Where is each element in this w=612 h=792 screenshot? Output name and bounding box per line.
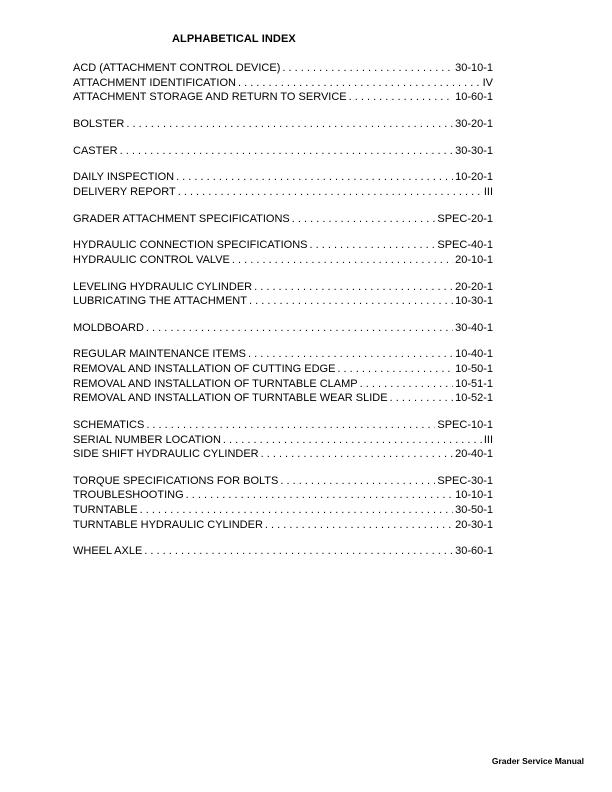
entry-label: ATTACHMENT STORAGE AND RETURN TO SERVICE (73, 91, 347, 104)
entry-label: BOLSTER (73, 117, 125, 130)
index-entry[interactable] (73, 488, 493, 503)
entry-label: LEVELING HYDRAULIC CYLINDER (73, 280, 253, 293)
index-entry[interactable] (73, 321, 493, 336)
index-entry[interactable] (73, 503, 493, 518)
entry-page-number: 10-60-1 (455, 91, 493, 104)
index-entry[interactable] (73, 347, 493, 362)
dot-leader (238, 76, 481, 91)
dot-leader (140, 503, 453, 518)
dot-leader (292, 212, 436, 227)
entry-page-number: III (483, 185, 493, 198)
entry-page-number: IV (482, 76, 493, 89)
entry-page-number: 10-40-1 (455, 348, 493, 361)
entry-label: WHEEL AXLE (73, 545, 143, 558)
entry-label: ATTACHMENT IDENTIFICATION (73, 76, 236, 89)
entry-page-number: 30-50-1 (455, 504, 493, 516)
entry-page-number: 10-52-1 (455, 392, 493, 405)
entry-label: SCHEMATICS (73, 418, 145, 431)
dot-leader (186, 488, 453, 503)
entry-page-number: III (483, 433, 493, 446)
dot-leader (232, 253, 453, 268)
index-entry[interactable] (73, 76, 493, 91)
entry-label: HYDRAULIC CONNECTION SPECIFICATIONS (73, 239, 308, 252)
entry-label: TURNTABLE (73, 504, 138, 516)
index-entry[interactable] (73, 185, 493, 200)
index-group (73, 117, 493, 132)
dot-leader (360, 377, 453, 392)
dot-leader (144, 544, 453, 559)
index-group (73, 238, 493, 267)
entry-label: GRADER ATTACHMENT SPECIFICATIONS (73, 212, 290, 225)
index-entry[interactable] (73, 238, 493, 253)
entry-label: TORQUE SPECIFICATIONS FOR BOLTS (73, 474, 279, 487)
index-group (73, 474, 493, 532)
entry-page-number: 10-30-1 (455, 295, 493, 308)
page-title: ALPHABETICAL INDEX (172, 33, 296, 45)
index-entry[interactable] (73, 170, 493, 185)
entry-page-number: 30-10-1 (455, 62, 493, 74)
entry-page-number: 20-10-1 (455, 253, 493, 266)
index-entry[interactable] (73, 212, 493, 227)
entry-label: CASTER (73, 144, 118, 157)
index-entry[interactable] (73, 280, 493, 295)
entry-page-number: 10-50-1 (455, 363, 493, 376)
index-entry[interactable] (73, 518, 493, 533)
index-group (73, 144, 493, 159)
index-entry[interactable] (73, 418, 493, 433)
index-entry[interactable] (73, 61, 493, 76)
alphabetical-index (73, 61, 493, 571)
entry-page-number: 10-10-1 (455, 489, 493, 502)
index-group (73, 544, 493, 559)
dot-leader (337, 362, 453, 377)
index-group (73, 347, 493, 405)
dot-leader (282, 61, 453, 76)
index-entry[interactable] (73, 377, 493, 392)
dot-leader (248, 347, 453, 362)
dot-leader (178, 185, 482, 200)
entry-page-number: 20-30-1 (455, 518, 493, 531)
index-entry[interactable] (73, 294, 493, 309)
dot-leader (265, 518, 453, 533)
entry-page-number: 30-30-1 (455, 144, 493, 157)
entry-page-number: 30-60-1 (455, 545, 493, 558)
index-entry[interactable] (73, 117, 493, 132)
entry-page-number: 20-20-1 (455, 280, 493, 293)
index-entry[interactable] (73, 144, 493, 159)
entry-page-number: 30-20-1 (455, 117, 493, 130)
dot-leader (390, 391, 453, 406)
entry-label: HYDRAULIC CONTROL VALVE (73, 253, 230, 266)
dot-leader (223, 433, 482, 448)
entry-label: REMOVAL AND INSTALLATION OF TURNTABLE WEAR SLIDE (73, 392, 388, 405)
entry-page-number: 20-40-1 (455, 448, 493, 461)
index-group (73, 321, 493, 336)
entry-label: DELIVERY REPORT (73, 185, 176, 198)
entry-label: REMOVAL AND INSTALLATION OF TURNTABLE CLAMP (73, 377, 358, 390)
entry-page-number: 10-51-1 (455, 377, 493, 390)
index-group (73, 280, 493, 309)
entry-label: TURNTABLE HYDRAULIC CYLINDER (73, 518, 263, 531)
index-group (73, 212, 493, 227)
dot-leader (261, 447, 453, 462)
entry-label: SERIAL NUMBER LOCATION (73, 433, 221, 446)
entry-page-number: SPEC-20-1 (437, 212, 493, 225)
dot-leader (146, 321, 453, 336)
dot-leader (126, 117, 453, 132)
index-entry[interactable] (73, 474, 493, 489)
index-entry[interactable] (73, 391, 493, 406)
dot-leader (249, 294, 453, 309)
index-group (73, 61, 493, 105)
entry-label: ACD (ATTACHMENT CONTROL DEVICE) (73, 62, 281, 74)
dot-leader (310, 238, 436, 253)
entry-label: TROUBLESHOOTING (73, 489, 184, 502)
dot-leader (176, 170, 453, 185)
entry-label: LUBRICATING THE ATTACHMENT (73, 295, 247, 308)
entry-label: SIDE SHIFT HYDRAULIC CYLINDER (73, 448, 259, 461)
index-entry[interactable] (73, 447, 493, 462)
dot-leader (349, 90, 453, 105)
entry-label: REMOVAL AND INSTALLATION OF CUTTING EDGE (73, 363, 336, 376)
dot-leader (120, 144, 453, 159)
entry-page-number: SPEC-40-1 (437, 239, 493, 252)
index-entry[interactable] (73, 90, 493, 105)
index-group (73, 418, 493, 462)
dot-leader (146, 418, 435, 433)
entry-page-number: SPEC-10-1 (437, 418, 493, 431)
index-entry[interactable] (73, 362, 493, 377)
entry-page-number: SPEC-30-1 (437, 474, 493, 487)
entry-label: MOLDBOARD (73, 321, 144, 334)
entry-label: REGULAR MAINTENANCE ITEMS (73, 348, 246, 361)
index-entry[interactable] (73, 433, 493, 448)
footer-manual-title: Grader Service Manual (491, 756, 584, 766)
dot-leader (254, 280, 453, 295)
entry-label: DAILY INSPECTION (73, 171, 175, 184)
index-entry[interactable] (73, 544, 493, 559)
index-entry[interactable] (73, 253, 493, 268)
entry-page-number: 10-20-1 (455, 171, 493, 184)
index-group (73, 170, 493, 199)
entry-page-number: 30-40-1 (455, 321, 493, 334)
dot-leader (280, 474, 435, 489)
